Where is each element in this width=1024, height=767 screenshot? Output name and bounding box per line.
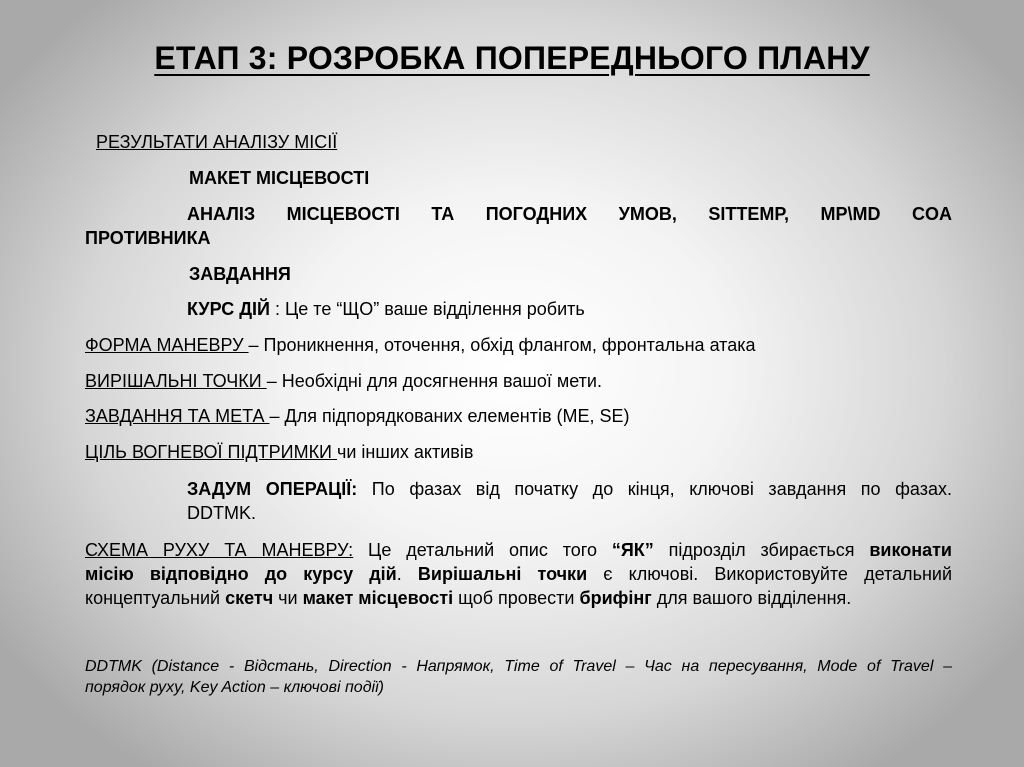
movement-scheme-line3 [85,586,952,610]
movement-scheme-briefing: брифінг [579,588,652,608]
decisive-points-label: ВИРІШАЛЬНІ ТОЧКИ [85,371,267,391]
movement-scheme-text: Це детальний опис того [353,540,612,560]
movement-scheme-text: чи [273,588,303,608]
movement-scheme-mission: місію відповідно до курсу дій [85,564,397,584]
movement-scheme-text: щоб провести [453,588,580,608]
movement-scheme-execute: виконати [869,540,952,560]
course-of-action-text: : Це те “ЩО” ваше відділення робить [269,299,585,319]
concept-of-operation-text: По фазах від початку до кінця, ключові завдання по фазах. [357,479,952,499]
movement-scheme [85,538,952,610]
task-and-purpose [85,404,630,428]
movement-scheme-decisive-points: Вирішальні точки [417,564,588,584]
decisive-points-text: – Необхідні для досягнення вашої мети. [266,371,602,391]
concept-of-operation-line1 [187,477,952,501]
movement-scheme-text: концептуальний [85,588,226,608]
movement-scheme-text: є ключові. Використовуйте детальний [587,564,952,584]
decisive-points [85,369,602,393]
concept-of-operation-label: ЗАДУМ ОПЕРАЦІЇ: [187,479,358,499]
fire-support-label: ЦІЛЬ ВОГНЕВОЇ ПІДТРИМКИ [85,442,337,462]
course-of-action [187,297,585,321]
ddtmk-note [85,656,952,698]
form-of-maneuver-text: – Проникнення, оточення, обхід флангом, фронтальна атака [248,335,756,355]
fire-support [85,440,473,464]
mission-analysis-results: РЕЗУЛЬТАТИ АНАЛІЗУ МІСІЇ [96,132,338,152]
task-and-purpose-label: ЗАВДАННЯ ТА МЕТА [85,406,270,426]
task-heading: ЗАВДАННЯ [189,264,291,284]
terrain-analysis-line1-text: АНАЛІЗ МІСЦЕВОСТІ ТА ПОГОДНИХ УМОВ, SITTEMP, MP\MD COA [187,204,952,224]
slide-title: ЕТАП 3: РОЗРОБКА ПОПЕРЕДНЬОГО ПЛАНУ [154,40,870,76]
movement-scheme-line2 [85,562,952,586]
concept-of-operation-line2: DDTMK. [187,503,256,523]
movement-scheme-text: . [396,564,418,584]
terrain-analysis-line2: ПРОТИВНИКА [85,228,211,248]
course-of-action-label: КУРС ДІЙ [187,299,270,319]
ddtmk-note-line2: порядок руху, Key Action – ключові події) [85,679,384,696]
terrain-model: МАКЕТ МІСЦЕВОСТІ [189,168,370,188]
concept-of-operation [187,477,952,525]
movement-scheme-line1 [85,538,952,562]
fire-support-text: чи інших активів [337,442,474,462]
terrain-analysis-line1 [187,202,952,226]
movement-scheme-label: СХЕМА РУХУ ТА МАНЕВРУ: [85,540,354,560]
form-of-maneuver-label: ФОРМА МАНЕВРУ [85,335,249,355]
movement-scheme-text: підрозділ збирається [653,540,870,560]
task-and-purpose-text: – Для підпорядкованих елементів (ME, SE) [269,406,630,426]
movement-scheme-how: “ЯК” [611,540,654,560]
ddtmk-note-line1: DDTMK (Distance - Відстань, Direction - Напрямок, Time of Travel – Час на пересування, Mode of Travel – [85,658,952,675]
movement-scheme-text: для вашого відділення. [651,588,852,608]
movement-scheme-sketch: скетч [225,588,274,608]
movement-scheme-terrain-model: макет місцевості [302,588,454,608]
form-of-maneuver [85,333,756,357]
